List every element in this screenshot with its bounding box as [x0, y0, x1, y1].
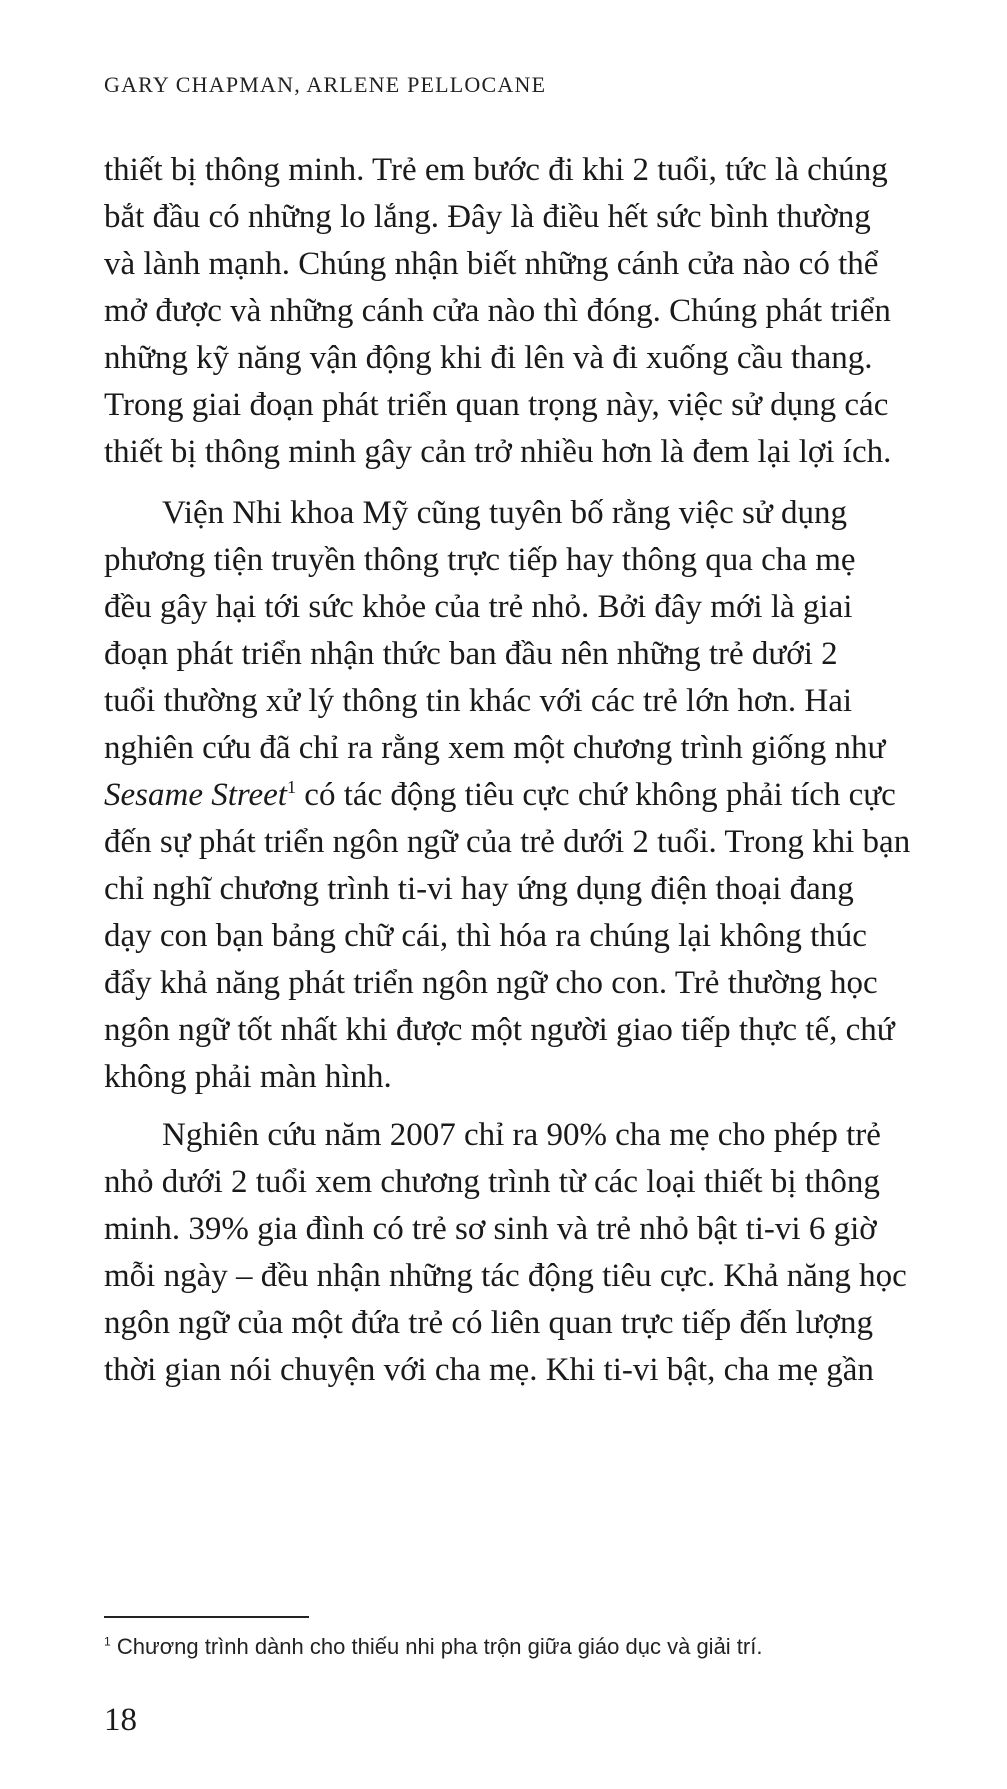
text-line: nghiên cứu đã chỉ ra rằng xem một chương trình giống như — [104, 730, 886, 766]
text-line: thời gian nói chuyện với cha mẹ. Khi ti-vi bật, cha mẹ gần — [104, 1352, 874, 1388]
text-line: đẩy khả năng phát triển ngôn ngữ cho con. Trẻ thường học — [104, 965, 878, 1001]
text-line: chỉ nghĩ chương trình ti-vi hay ứng dụng điện thoại đang — [104, 871, 854, 907]
text-line-with-footnote-ref — [104, 775, 896, 815]
page-number: 18 — [104, 1702, 137, 1738]
text-line: dạy con bạn bảng chữ cái, thì hóa ra chúng lại không thúc — [104, 918, 867, 954]
text-line: mở được và những cánh cửa nào thì đóng. Chúng phát triển — [104, 293, 891, 329]
text-line-rest: có tác động tiêu cực chứ không phải tích cực — [296, 777, 896, 813]
footnote-text: Chương trình dành cho thiếu nhi pha trộn giữa giáo dục và giải trí. — [110, 1634, 763, 1659]
text-line: ngôn ngữ của một đứa trẻ có liên quan trực tiếp đến lượng — [104, 1305, 873, 1341]
text-line: nhỏ dưới 2 tuổi xem chương trình từ các loại thiết bị thông — [104, 1164, 880, 1200]
footnote — [104, 1634, 762, 1660]
text-line: ngôn ngữ tốt nhất khi được một người giao tiếp thực tế, chứ — [104, 1012, 895, 1048]
text-line: không phải màn hình. — [104, 1059, 392, 1095]
text-line: đều gây hại tới sức khỏe của trẻ nhỏ. Bởi đây mới là giai — [104, 589, 853, 625]
text-line: bắt đầu có những lo lắng. Đây là điều hết sức bình thường — [104, 199, 871, 235]
show-title-italic: Sesame Street — [104, 777, 287, 813]
text-line: Nghiên cứu năm 2007 chỉ ra 90% cha mẹ cho phép trẻ — [162, 1117, 881, 1153]
text-line: những kỹ năng vận động khi đi lên và đi xuống cầu thang. — [104, 340, 873, 376]
text-line: thiết bị thông minh gây cản trở nhiều hơn là đem lại lợi ích. — [104, 434, 892, 470]
footnote-divider — [104, 1616, 309, 1618]
text-line: và lành mạnh. Chúng nhận biết những cánh cửa nào có thể — [104, 246, 879, 282]
text-line: đến sự phát triển ngôn ngữ của trẻ dưới 2 tuổi. Trong khi bạn — [104, 824, 911, 860]
text-line: mỗi ngày – đều nhận những tác động tiêu cực. Khả năng học — [104, 1258, 907, 1294]
text-line: Viện Nhi khoa Mỹ cũng tuyên bố rằng việc sử dụng — [162, 495, 847, 531]
text-line: phương tiện truyền thông trực tiếp hay thông qua cha mẹ — [104, 542, 856, 578]
text-line: đoạn phát triển nhận thức ban đầu nên những trẻ dưới 2 — [104, 636, 838, 672]
running-header: GARY CHAPMAN, ARLENE PELLOCANE — [104, 72, 547, 97]
footnote-reference: 1 — [286, 777, 297, 797]
text-line: tuổi thường xử lý thông tin khác với các trẻ lớn hơn. Hai — [104, 683, 853, 719]
footnote-marker: 1 — [104, 1634, 111, 1649]
text-line: Trong giai đoạn phát triển quan trọng này, việc sử dụng các — [104, 387, 889, 423]
text-line: minh. 39% gia đình có trẻ sơ sinh và trẻ nhỏ bật ti-vi 6 giờ — [104, 1211, 877, 1247]
text-line: thiết bị thông minh. Trẻ em bước đi khi 2 tuổi, tức là chúng — [104, 152, 888, 188]
